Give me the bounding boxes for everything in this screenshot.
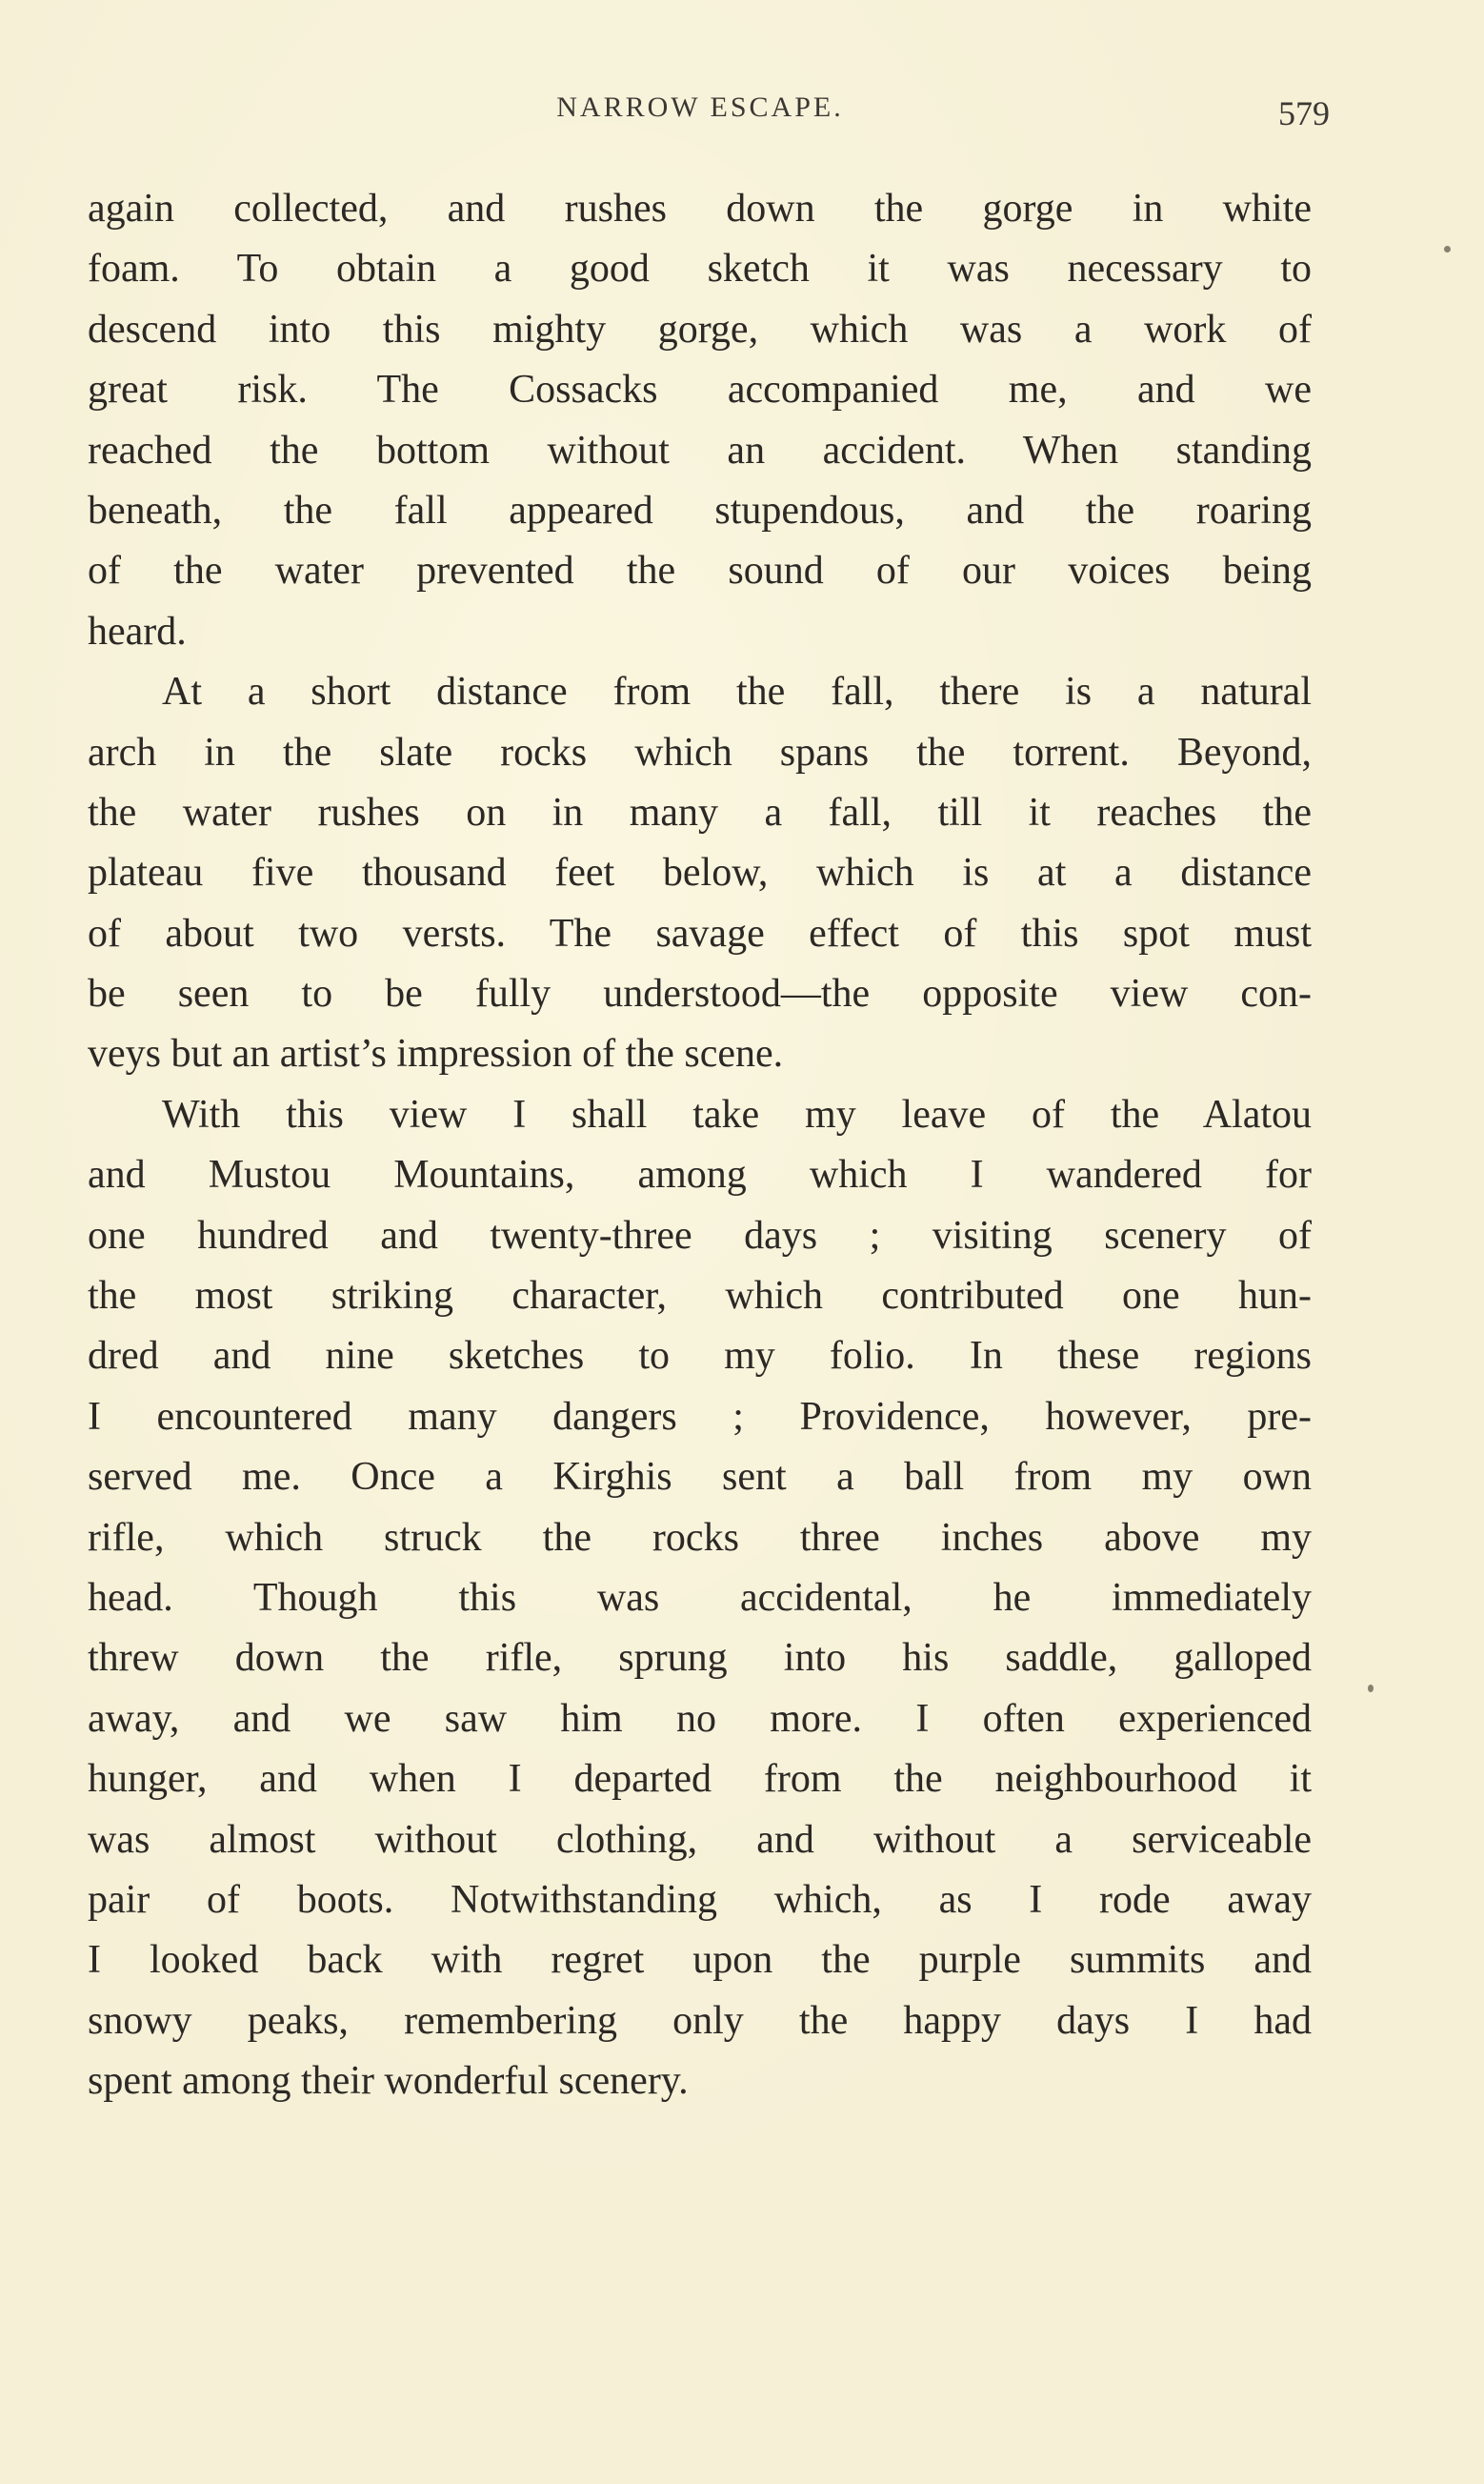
text-line: of about two versts. The savage effect of this spot must [88, 911, 1312, 956]
text-line: I looked back with regret upon the purple summits and [88, 1938, 1312, 1983]
text-line: and Mustou Mountains, among which I wandered for [88, 1153, 1312, 1198]
text-line: veys but an artist’s impression of the scene. [88, 1032, 784, 1077]
text-line: away, and we saw him no more. I often experienced [88, 1696, 1312, 1741]
text-line: snowy peaks, remembering only the happy days I had [88, 1998, 1312, 2043]
text-line: again collected, and rushes down the gorge in white [88, 187, 1312, 231]
text-line: rifle, which struck the rocks three inches above my [88, 1515, 1312, 1560]
text-line: foam. To obtain a good sketch it was necessary to [88, 247, 1312, 292]
paper-speck [1444, 246, 1451, 252]
text-line: pair of boots. Notwithstanding which, as I rode away [88, 1877, 1312, 1922]
text-line: the water rushes on in many a fall, till it reaches the [88, 790, 1312, 835]
text-line: reached the bottom without an accident. When standing [88, 428, 1312, 473]
text-line: hunger, and when I departed from the neighbourhood it [88, 1757, 1312, 1802]
text-line: I encountered many dangers ; Providence, however, pre- [88, 1394, 1312, 1439]
text-line: spent among their wonderful scenery. [88, 2059, 689, 2104]
text-line: descend into this mighty gorge, which was a work of [88, 307, 1312, 352]
text-line: plateau five thousand feet below, which is at a distance [88, 851, 1312, 896]
page-number: 579 [1278, 94, 1330, 132]
text-line: threw down the rifle, sprung into his saddle, galloped [88, 1636, 1312, 1681]
text-line: With this view I shall take my leave of the Alatou [162, 1092, 1312, 1137]
text-line: head. Though this was accidental, he immediately [88, 1575, 1312, 1620]
text-line: beneath, the fall appeared stupendous, and the roaring [88, 488, 1312, 533]
text-line: the most striking character, which contributed one hun- [88, 1274, 1312, 1319]
running-head [86, 91, 1330, 149]
text-line: At a short distance from the fall, there is a natural [162, 670, 1312, 715]
text-line: one hundred and twenty-three days ; visiting scenery of [88, 1213, 1312, 1258]
text-line: served me. Once a Kirghis sent a ball from my own [88, 1455, 1312, 1500]
text-line: great risk. The Cossacks accompanied me, and we [88, 368, 1312, 413]
text-line: of the water prevented the sound of our voices being [88, 549, 1312, 594]
text-line: dred and nine sketches to my folio. In these regions [88, 1334, 1312, 1379]
text-line: be seen to be fully understood—the opposite view con- [88, 972, 1312, 1017]
text-line: was almost without clothing, and without a serviceable [88, 1817, 1312, 1862]
running-title: NARROW ESCAPE. [556, 91, 844, 123]
text-line: arch in the slate rocks which spans the torrent. Beyond, [88, 730, 1312, 775]
body-text [88, 179, 1312, 2112]
paper-speck [1368, 1685, 1374, 1692]
text-line: heard. [88, 609, 187, 654]
